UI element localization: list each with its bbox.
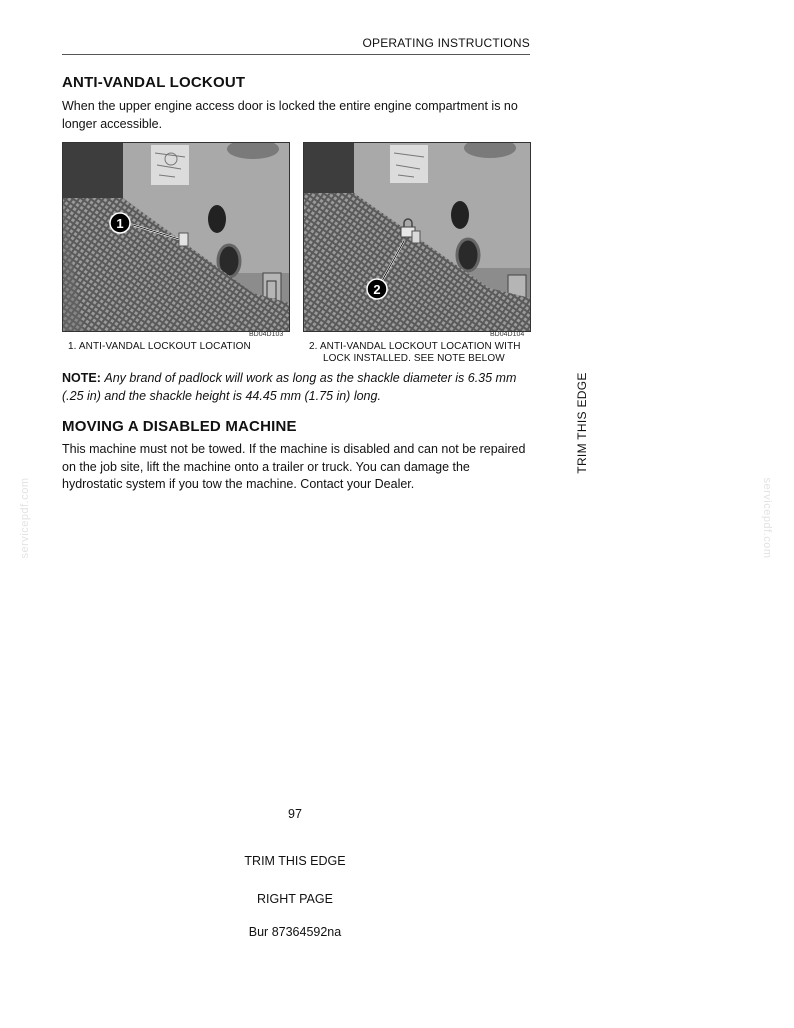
section-body-disabled-machine: This machine must not be towed. If the machine is disabled and can not be repaired on the job site, lift the machine onto a trailer or truck. You can damage the hydrostatic system if you tow the machine. Contact your Dealer. [62,442,526,491]
callout-2: 2 [373,282,381,297]
footer-page-side: RIGHT PAGE [257,892,333,906]
header-rule [62,54,530,55]
watermark-left [18,468,32,568]
photo-lockout-installed [303,142,531,332]
caption-figure-1: 1. ANTI-VANDAL LOCKOUT LOCATION [68,341,251,352]
watermark-right [760,468,774,568]
note-label: NOTE: [62,371,101,385]
section-body-anti-vandal: When the upper engine access door is locked the entire engine compartment is no longer accessible. [62,99,518,131]
watermark-left-text: servicepdf.com [19,477,31,559]
caption-figure-2-line1: 2. ANTI-VANDAL LOCKOUT LOCATION WITH [309,341,521,352]
side-trim-text: TRIM THIS EDGE [575,372,589,474]
side-trim-label [575,368,589,478]
section-heading-anti-vandal: ANTI-VANDAL LOCKOUT [62,74,246,91]
footer-trim-label: TRIM THIS EDGE [244,854,346,868]
photo-lockout-location [62,142,290,332]
note-paragraph [62,370,532,405]
running-header: OPERATING INSTRUCTIONS [362,36,530,50]
section-heading-disabled-machine: MOVING A DISABLED MACHINE [62,418,297,435]
watermark-right-text: servicepdf.com [761,477,773,559]
footer-document-code: Bur 87364592na [248,925,342,939]
photo-id-1: BD04D103 [249,331,284,338]
note-text: Any brand of padlock will work as long as the shackle diameter is 6.35 mm (.25 in) and the shackle height is 44.45 mm (1.75 in) long. [62,371,517,403]
callout-1: 1 [116,216,124,231]
page-number: 97 [288,807,302,821]
photo-id-2: BD04D104 [490,331,525,338]
caption-figure-2-line2: LOCK INSTALLED. SEE NOTE BELOW [323,353,505,364]
